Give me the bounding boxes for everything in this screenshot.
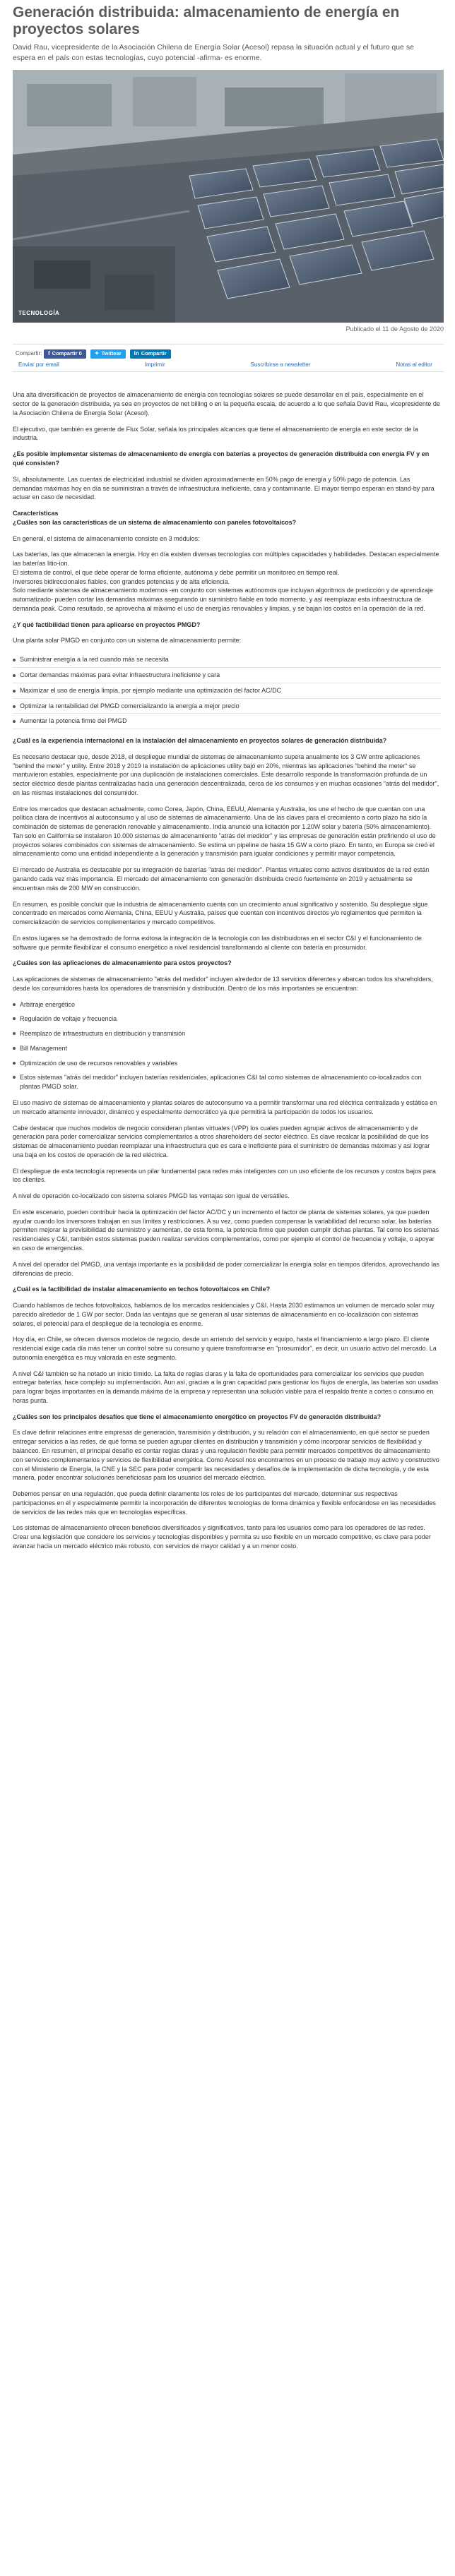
solar-rooftop-photo bbox=[13, 70, 444, 323]
question-heading: ¿Cuál es la factibilidad de instalar almacenamiento en techos fotovoltaicos en Chile? bbox=[13, 1286, 271, 1293]
article-body bbox=[13, 390, 441, 1550]
article-title: Generación distribuida: almacenamiento de energía en proyectos solares bbox=[13, 4, 400, 37]
module-item: Inversores bidireccionales fiables, con grandes potencias y de alta eficiencia. bbox=[13, 577, 230, 585]
twitter-icon: ✦ bbox=[94, 350, 100, 357]
applications-list bbox=[13, 1000, 441, 1091]
paragraph: El mercado de Australia es destacable por su integración de baterías "atrás del medidor". Plantas virtuales como activos distribuidos de la red están ganando cada vez más importancia. El mercado del almacenamiento con generación distribuida creció fuertemente en 2019 y actualmente se encuentran más de 200 MW en construcción. bbox=[13, 866, 430, 892]
paragraph: Entre los mercados que destacan actualmente, como Corea, Japón, China, EEUU, Alemania y Australia, los une el hecho de que cuentan con una política clara de incentivos al autoconsumo y al uso de sistemas de almacenamiento. Una de las claves para el crecimiento a corto plazo ha sido la combinación de sistemas de generación renovable y almacenamiento. India anunció una licitación por 1.20W solar y batería (50% almacenamiento). Tan solo en California se instalaron 10.000 sistemas de almacenamiento "atrás del medidor" y las empresas de generación están prefiriendo el uso de proyectos solares combinados con sistemas de almacenamiento. Se estima un pipeline de hasta 15 GW a corto plazo. En tanto, en Europa se creó el almacenamiento como una entidad independiente a la generación y transmisión para igualar condiciones y permitir mayor competencia. bbox=[13, 805, 436, 858]
section-heading: Características bbox=[13, 510, 59, 517]
question-heading: ¿Cuál es la experiencia internacional en la instalación del almacenamiento en proyectos solares de generación distribuida? bbox=[13, 737, 387, 745]
module-item: Las baterías, las que almacenan la energía. Hoy en día existen diversas tecnologías con múltiples capacidades y habilidades. Destacan especialmente las baterías litio-ion. bbox=[13, 551, 439, 568]
list-item: Optimización de uso de recursos renovables y variables bbox=[13, 1059, 441, 1068]
list-item: Cortar demandas máximas para evitar infraestructura ineficiente y cara bbox=[13, 668, 441, 683]
list-item: Estos sistemas "atrás del medidor" incluyen baterías residenciales, aplicaciones C&I tal como sistemas de almacenamiento co-localizados con plantas PMGD solar. bbox=[13, 1073, 441, 1091]
list-item: Aumentar la potencia firme del PMGD bbox=[13, 714, 441, 729]
facebook-icon: f bbox=[48, 350, 50, 357]
question-heading: ¿Cuáles son las características de un sistema de almacenamiento con paneles fotovoltaicos? bbox=[13, 518, 297, 526]
paragraph: A nivel del operador del PMGD, una ventaja importante es la posibilidad de poder comercializar la energía solar en tiempos diferidos, aprovechando las diferencias de precio. bbox=[13, 1260, 439, 1277]
paragraph: Las aplicaciones de sistemas de almacenamiento "atrás del medidor" incluyen alrededor de 13 servicios diferentes y abarcan todos los shareholders, desde los consumidores hasta los operadores de transmisión y distribución. Dentro de los más importantes se encuentran: bbox=[13, 976, 433, 992]
newsletter-link[interactable]: Suscribirse a newsletter bbox=[250, 361, 311, 369]
list-item: Bill Management bbox=[13, 1044, 441, 1053]
linkedin-icon: in bbox=[134, 350, 139, 357]
facebook-share-label: Compartir 0 bbox=[52, 349, 82, 357]
pmgd-benefits-list bbox=[13, 652, 441, 729]
linkedin-share-button[interactable] bbox=[130, 349, 171, 359]
twitter-share-button[interactable] bbox=[90, 349, 126, 359]
paragraph: Hoy día, en Chile, se ofrecen diversos modelos de negocio, desde un arriendo del servicio y equipo, hasta el financiamiento a largo plazo. El cliente residencial exige cada día más tener un control sobre su consumo y quiere transformarse en "prosumidor", es decir, un usuario activo del mercado. La autonomía energética es muy valorada en este segmento. bbox=[13, 1336, 437, 1361]
paragraph: Sí, absolutamente. Las cuentas de electricidad industrial se dividen aproximadamente en 50% pago de energía y 50% pago de potencia. Las demandas máximas hoy en día se suministran a través de infraestructura ineficiente, cara y contaminante. El mayor tiempo esperan en stand-by para actuar en caso de necesidad. bbox=[13, 475, 435, 501]
paragraph: A nivel de operación co-localizado con sistema solares PMGD las ventajas son igual de versátiles. bbox=[13, 1192, 290, 1200]
module-item: El sistema de control, el que debe operar de forma eficiente, autónoma y debe permitir un monitoreo en tiempo real. bbox=[13, 568, 340, 576]
linkedin-share-label: Compartir bbox=[141, 349, 167, 357]
print-link[interactable]: Imprimir bbox=[144, 361, 165, 369]
list-item: Regulación de voltaje y frecuencia bbox=[13, 1014, 441, 1024]
paragraph: Cabe destacar que muchos modelos de negocio consideran plantas virtuales (VPP) los cuales pueden agrupar activos de almacenamiento y de generación para poder comercializar servicios complementarios a otros shareholders del sector eléctrico. Es clave recalcar la posibilidad de que los sistemas de almacenamiento puedan reemplazar una infraestructura que es cara e ineficiente para el suministro de demandas máximas y así lograr una baja en los costos de operación de la red eléctrica. bbox=[13, 1124, 430, 1158]
paragraph: En este escenario, pueden contribuir hacia la optimización del factor AC/DC y un incremento el factor de planta de sistemas solares, ya que pueden ayudar cuando los inversores trabajan en sus límites y restricciones. A su vez, como pueden compensar la variabilidad del recurso solar, las baterías permiten mejorar la previsibilidad de suministro y aumentan, de esta forma, la potencia firme que pueden cumplir dichas plantas. Tal como los sistemas residenciales y C&I, también estos sistemas pueden realizar servicios complementarios, como por ejemplo el control de frecuencia y voltaje, o apoyar en caso de emergencias. bbox=[13, 1208, 439, 1252]
question-heading: ¿Y qué factibilidad tienen para aplicarse en proyectos PMGD? bbox=[13, 621, 201, 628]
paragraph: Los sistemas de almacenamiento ofrecen beneficios diversificados y significativos, tanto para los usuarios como para los operadores de las redes. Crear una legislación que considere los servicios y tecnologías disponibles y permita su uso flexible en un mercado competitivo, es clave para poder avanzar hacia un mercado eléctrico más robusto, con servicios de mayor calidad y a un menor costo. bbox=[13, 1524, 431, 1550]
email-link[interactable]: Enviar por email bbox=[18, 361, 59, 369]
article-lead: David Rau, vicepresidente de la Asociación Chilena de Energía Solar (Acesol) repasa la situación actual y el futuro que se espera en el país con estas tecnologías, cuyo potencial -afirma- es enorme. bbox=[13, 42, 414, 62]
question-heading: ¿Es posible implementar sistemas de almacenamiento de energía con baterías a proyectos de generación distribuida con energía FV y en qué consisten? bbox=[13, 450, 430, 467]
list-item: Maximizar el uso de energía limpia, por ejemplo mediante una optimización del factor AC/DC bbox=[13, 683, 441, 699]
question-heading: ¿Cuáles son las aplicaciones de almacenamiento para estos proyectos? bbox=[13, 959, 232, 967]
twitter-share-label: Twittear bbox=[101, 349, 122, 357]
paragraph: A nivel C&I también se ha notado un inicio tímido. La falta de reglas claras y la falta de oportunidades para comercializar los servicios que pueden entregar baterías, hace complejo su implementación. Aun así, gracias a la gran capacidad para gestionar los flujos de energía, las baterías son usadas para lograr bajas importantes en la demanda máxima de la empresa y representan una solución viable para el respaldo frente a cortes o consumo en horas punta. bbox=[13, 1370, 439, 1404]
facebook-share-button[interactable] bbox=[44, 349, 86, 359]
list-item: Optimizar la rentabilidad del PMGD comercializando la energía a mejor precio bbox=[13, 699, 441, 714]
paragraph: En general, el sistema de almacenamiento consiste en 3 módulos: bbox=[13, 534, 200, 542]
paragraph: Cuando hablamos de techos fotovoltaicos, hablamos de los mercados residenciales y C&I. Hasta 2030 estimamos un volumen de mercado solar muy parecido alrededor de 1 GW por sector. Dada las ventajas que se generan al usar sistemas de almacenamiento en co-localización con sistemas solares, el potencial para el despliegue de la tecnología es enorme. bbox=[13, 1302, 435, 1327]
hero-image bbox=[13, 70, 444, 323]
paragraph: El despliegue de esta tecnología representa un pilar fundamental para redes más inteligentes con un uso eficiente de los recursos y costos bajos para los clientes. bbox=[13, 1167, 436, 1184]
editor-notes-link[interactable]: Notas al editor bbox=[396, 361, 432, 369]
image-caption: TECNOLOGÍA bbox=[18, 309, 60, 316]
question-heading: ¿Cuáles son los principales desafíos que tiene el almacenamiento energético en proyectos FV de generación distribuida? bbox=[13, 1413, 382, 1420]
published-date: Publicado el 11 de Agosto de 2020 bbox=[345, 325, 444, 333]
paragraph: Es clave definir relaciones entre empresas de generación, transmisión y distribución, y su relación con el almacenamiento, en qué sector se pueden entregar servicios a las redes, de qué forma se pueden agrupar clientes en distribución y transmisión y cómo incorporar servicios de flexibilidad y balanceo. En resumen, el principal desafío es contar reglas claras y una regulación flexible para permitir mercados competitivos de almacenamiento con servicios complementarios y servicios de flexibilidad energética. Como Acesol nos encontramos en un proceso de trabajo muy activo y constructivo con el Ministerio de Energía, la CNE y la SEC para poder compartir las necesidades y desafíos de la implementación de dicha tecnología, y de esta manera, poder encontrar soluciones beneficiosas para los usuarios del mercado eléctrico. bbox=[13, 1429, 439, 1482]
paragraph: Debemos pensar en una regulación, que pueda definir claramente los roles de los participantes del mercado, determinar sus respectivas participaciones en él y especialmente permitir la incorporación de diferentes tecnologías de forma dinámica y flexible enfocándose en las necesidades de servicios de las redes más que en tecnologías específicas. bbox=[13, 1490, 436, 1516]
list-item: Arbitraje energético bbox=[13, 1000, 441, 1010]
list-item: Suministrar energía a la red cuando más se necesita bbox=[13, 652, 441, 668]
paragraph: El ejecutivo, que también es gerente de Flux Solar, señala los principales alcances que tiene el almacenamiento de energía en este sector de la industria. bbox=[13, 425, 418, 442]
list-item: Reemplazo de infraestructura en distribución y transmisión bbox=[13, 1029, 441, 1038]
paragraph: En estos lugares se ha demostrado de forma exitosa la integración de la tecnología con las distribuidoras en el sector C&I y el funcionamiento de software que permite flexibilizar el consumo energético a nivel residencial transformando al cliente con batería en prosumidor. bbox=[13, 934, 422, 951]
paragraph: El uso masivo de sistemas de almacenamiento y plantas solares de autoconsumo va a permitir transformar una red eléctrica centralizada y estática en un mercado altamente innovador, dinámico y especialmente democrático ya que permitirá la participación de todos los usuarios. bbox=[13, 1099, 437, 1115]
share-label: Compartir: bbox=[16, 350, 42, 357]
share-bar bbox=[13, 344, 444, 372]
paragraph: En resumen, es posible concluir que la industria de almacenamiento cuenta con un crecimiento anual significativo y sostenido. Su despliegue sigue concentrado en mercados como Alemania, China, EEUU y Australia, países que cuentan con incentivos directos y/o reglamentos que permiten la comercialización de servicios complementarios y mercado competitivos. bbox=[13, 900, 428, 926]
module-item: Solo mediante sistemas de almacenamiento modernos -en conjunto con sistemas autónomos que incluyan algoritmos de predicción y de aprendizaje automatizado- pueden cortar las demandas máximas asegurando un suministro fiable en todo momento, y así reemplazar esta infraestructura de demanda peak. Como resultado, se aprovecha al máximo el uso de energías renovables y limpias, y se bajan los costos en la operación de la red. bbox=[13, 587, 433, 612]
modules-section bbox=[13, 550, 441, 613]
paragraph: Una planta solar PMGD en conjunto con un sistema de almacenamiento permite: bbox=[13, 637, 242, 645]
characteristics-section bbox=[13, 509, 441, 527]
paragraph: Es necesario destacar que, desde 2018, el despliegue mundial de sistemas de almacenamiento supera anualmente los 3 GW entre aplicaciones "behind the meter" y utility. Entre 2018 y 2019 la instalación de aplicaciones utility bajó en 20%, mientras las aplicaciones "behind the meter" se mantuvieron estables, especialmente por una duplicación de instalaciones comerciales. Este desarrollo responde la transformación profunda de un sector eléctrico desde plantas centralizadas hacia una generación descentralizada, cerca de los consumos y en muchas ocasiones "atrás del medidor", en las mismas instalaciones del consumidor. bbox=[13, 753, 439, 796]
paragraph: Una alta diversificación de proyectos de almacenamiento de energía con tecnologías solares se puede desarrollar en el país, especialmente en el sector de la generación distribuida, ya sea en proyectos de net billing o en la pequeña escala, de acuerdo a lo que señala David Rau, vicepresidente de la Asociación Chilena de Energía Solar (Acesol). bbox=[13, 391, 440, 417]
